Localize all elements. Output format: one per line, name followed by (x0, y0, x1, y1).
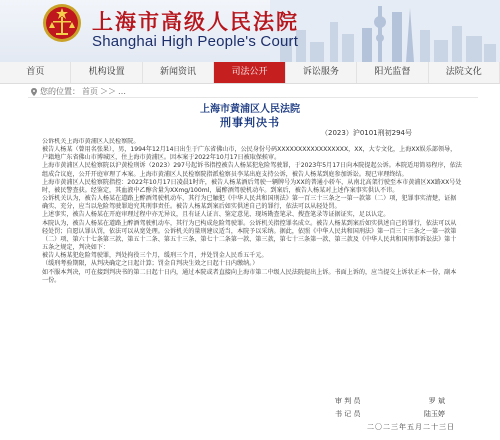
city-skyline-illustration (270, 0, 500, 62)
breadcrumb-current[interactable]: … (118, 87, 126, 96)
location-pin-icon (30, 88, 38, 96)
nav-item-judicial-disclosure[interactable]: 司法公开 (214, 62, 285, 83)
nav-item-home[interactable]: 首页 (0, 62, 71, 83)
nav-item-litigation-services[interactable]: 诉讼服务 (286, 62, 357, 83)
judgment-paragraph: 上海市黄浦区人民检察院以沪黄检刑诉（2023）297号起诉书指控被告人杨某犯危险驾驶罪，于2023年5月17日向本院提起公诉。本院适用简易程序，依法组成合议庭，公开开庭审理了本案。上海市黄浦区人民检察院指派检察员李某出庭支持公诉，被告人杨某到庭参加诉讼。现已审理终结。 (42, 162, 462, 178)
signature-name: 陆玉婷 (424, 410, 445, 418)
court-name-en[interactable]: Shanghai High People's Court (92, 33, 299, 50)
signature-role: 书 记 员 (335, 410, 361, 418)
judgment-paragraph: 公诉机关上海市黄浦区人民检察院。 (42, 138, 140, 145)
judgment-body (42, 138, 462, 408)
judgment-date: 二〇二三年五月二十三日 (367, 423, 455, 431)
breadcrumb-prefix: 您的位置： (40, 87, 80, 96)
case-number: （2023）沪0101刑初294号 (321, 129, 412, 137)
signature-clerk (335, 409, 445, 419)
court-emblem-icon (42, 3, 82, 43)
main-nav (0, 62, 500, 84)
nav-item-organization[interactable]: 机构设置 (71, 62, 142, 83)
judgment-paragraph: 公诉机关认为，被告人杨某在道路上醉酒驾驶机动车，其行为已触犯《中华人民共和国刑法》第一百三十三条之一第一款第（二）项，犯罪事实清楚，证据确实、充分，应当以危险驾驶罪追究其刑事责任。被告人杨某到案后如实供述自己的罪行，依法可以从轻处罚。 (42, 195, 457, 211)
nav-item-supervision[interactable]: 阳光监督 (357, 62, 428, 83)
site-banner (0, 0, 500, 62)
nav-item-news[interactable]: 新闻资讯 (143, 62, 214, 83)
judgment-paragraph: 如不服本判决，可在接到判决书的第二日起十日内，通过本院或者直接向上海市第二中级人民法院提出上诉。书面上诉的，应当提交上诉状正本一份，副本一份。 (42, 268, 457, 284)
breadcrumb-separator: ＞＞ (100, 87, 116, 96)
court-name-cn[interactable]: 上海市高级人民法院 (92, 9, 299, 34)
nav-item-court-culture[interactable]: 法院文化 (429, 62, 500, 83)
document-type-title: 刑事判决书 (220, 116, 280, 129)
breadcrumb (30, 86, 126, 97)
judgment-paragraph: 本院认为，被告人杨某在道路上醉酒驾驶机动车，其行为已构成危险驾驶罪。公诉机关指控罪名成立。被告人杨某到案后如实供述自己的罪行，依法可以从轻处罚；自愿认罪认罚，依法可以从宽处理。公诉机关的量刑建议适当，本院予以采纳。据此，依照《中华人民共和国刑法》第一百三十三条之一第一款第（二）项、第六十七条第三款、第五十二条、第五十三条、第七十二条第一款、第三款，第七十三条第一款、第三款及《中华人民共和国刑事诉讼法》第十五条之规定，判决如下： (42, 219, 457, 252)
judgment-paragraph: 被告人杨某（曾用名张果），男，1994年12月14日出生于广东省佛山市，公民身份号码XXXXXXXXXXXXXXXXX，XX，大专文化，上海XX娱乐部领导，户籍地广东省佛山市博城区，住上海市黄浦区。因本案于2022年10月17日被取保候审。 (42, 146, 457, 162)
judgment-paragraph: （缓刑考验期限，从判决确定之日起计算；罚金自判决生效之日起十日内缴纳。） (42, 260, 259, 268)
signature-judge (335, 396, 445, 406)
signature-role: 审 判 员 (335, 397, 361, 405)
judgment-paragraph: 上述事实，被告人杨某在开庭审理过程中亦无异议，且有证人证言、鉴定意见、现场勘查笔录、搜查笔录等证据证实，足以认定。 (42, 211, 390, 219)
document-court-title: 上海市黄浦区人民法院 (200, 104, 300, 115)
judgment-paragraph: 上海市黄浦区人民检察院指控：2022年10月17日凌晨1时许，被告人杨某酒后驾驶一辆牌号为XX的普通小轿车，从南北高架行驶至本市黄浦区XX路XX号处时，被民警查获。经鉴定，其血液中乙醇含量为XXmg/100ml，属醉酒驾驶机动车。到案后，被告人杨某对上述作案事实供认不讳。 (42, 178, 462, 194)
breadcrumb-home-link[interactable]: 首页 (82, 87, 98, 96)
breadcrumb-divider (28, 97, 478, 98)
signature-name: 罗 斌 (428, 397, 445, 405)
judgment-paragraph: 被告人杨某犯危险驾驶罪，判处拘役三个月，缓刑三个月，并处罚金人民币五千元。 (42, 252, 268, 260)
